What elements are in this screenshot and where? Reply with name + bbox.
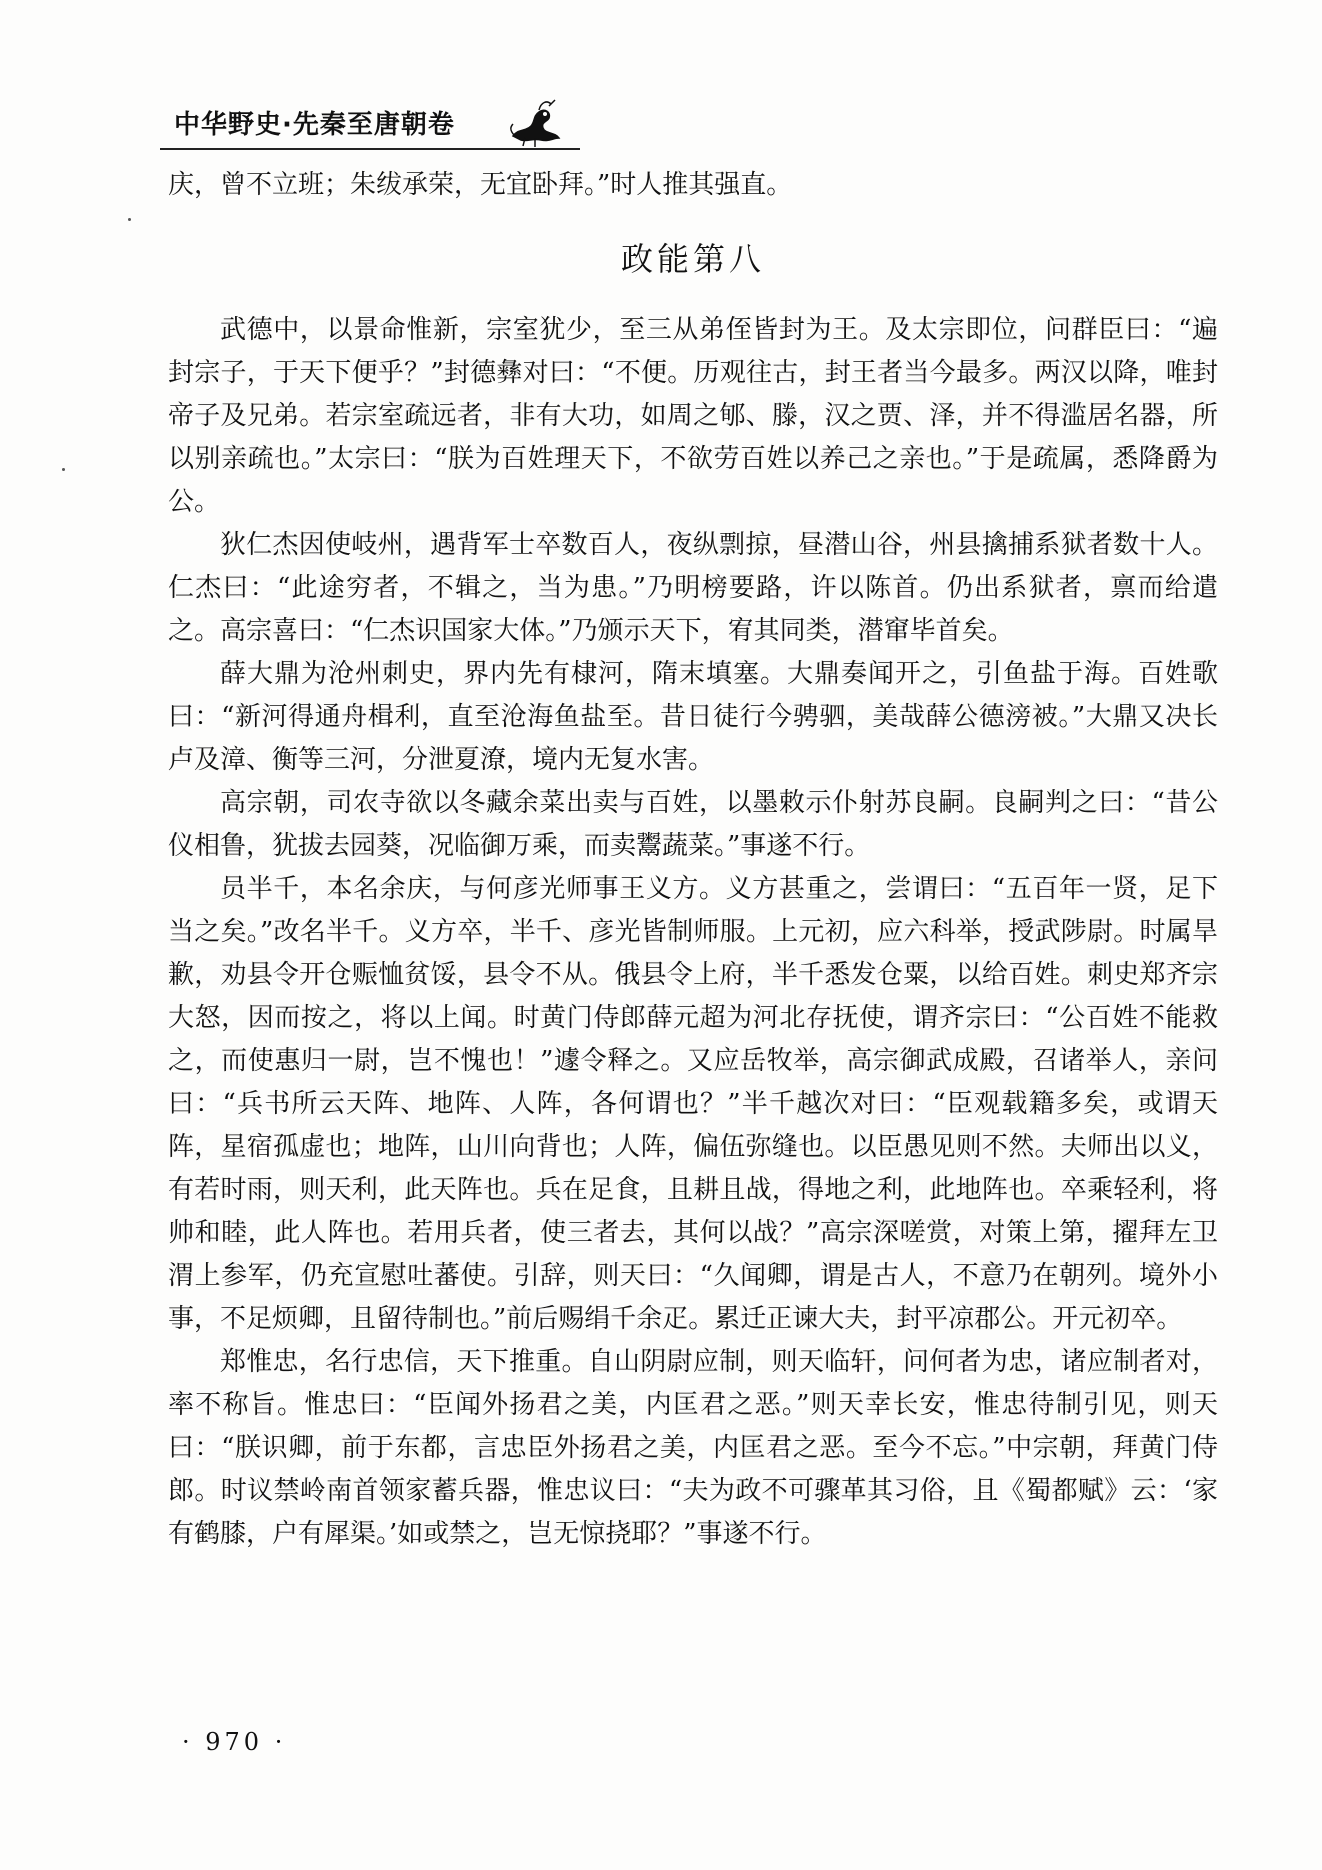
- section-title: 政能第八: [620, 240, 765, 278]
- dragon-emblem-icon: [505, 92, 565, 152]
- scan-speck: [128, 218, 131, 221]
- running-header: [160, 92, 580, 152]
- paragraph: 薛大鼎为沧州刺史，界内先有棣河，隋末填塞。大鼎奏闻开之，引鱼盐于海。百姓歌曰：“新河得通舟楫利，直至沧海鱼盐至。昔日徒行今骋驷，美哉薛公德滂被。”大鼎又决长卢及漳、衡等三河，分泄夏潦，境内无复水害。: [168, 659, 1218, 775]
- paragraph: 郑惟忠，名行忠信，天下推重。自山阴尉应制，则天临轩，问何者为忠，诸应制者对，率不称旨。惟忠曰：“臣闻外扬君之美，内匡君之恶。”则天幸长安，惟忠待制引见，则天曰：“朕识卿，前于东都，言忠臣外扬君之美，内匡君之恶。至今不忘。”中宗朝，拜黄门侍郎。时议禁岭南首领家蓄兵器，惟忠议曰：“夫为政不可骤革其习俗，且《蜀都赋》云：‘家有鹤膝，户有犀渠。’如或禁之，岂无惊挠耶？”事遂不行。: [168, 1347, 1218, 1549]
- paragraph: 狄仁杰因使岐州，遇背军士卒数百人，夜纵剽掠，昼潜山谷，州县擒捕系狱者数十人。仁杰曰：“此途穷者，不辑之，当为患。”乃明榜要路，许以陈首。仍出系狱者，禀而给遣之。高宗喜曰：“仁杰识国家大体。”乃颁示天下，宥其同类，潜窜毕首矣。: [168, 530, 1218, 646]
- header-title: 中华野史·先秦至唐朝卷: [174, 110, 455, 140]
- paragraph: 高宗朝，司农寺欲以冬藏余菜出卖与百姓，以墨敕示仆射苏良嗣。良嗣判之曰：“昔公仪相鲁，犹拔去园葵，况临御万乘，而卖鬻蔬菜。”事遂不行。: [168, 788, 1218, 861]
- continuation-paragraph: 庆，曾不立班；朱绂承荣，无宜卧拜。”时人推其强直。: [168, 170, 793, 200]
- paragraph: 武德中，以景命惟新，宗室犹少，至三从弟侄皆封为王。及太宗即位，问群臣曰：“遍封宗子，于天下便乎？”封德彝对曰：“不便。历观往古，封王者当今最多。两汉以降，唯封帝子及兄弟。若宗室疏远者，非有大功，如周之郇、滕，汉之贾、泽，并不得滥居名器，所以别亲疏也。”太宗曰：“朕为百姓理天下，不欲劳百姓以养己之亲也。”于是疏属，悉降爵为公。: [168, 315, 1218, 517]
- page-number: · 970 ·: [182, 1728, 287, 1756]
- main-text: [168, 164, 1218, 1556]
- scan-speck: [62, 468, 65, 471]
- header-rule: [160, 148, 580, 150]
- paragraph: 员半千，本名余庆，与何彦光师事王义方。义方甚重之，尝谓曰：“五百年一贤，足下当之矣。”改名半千。义方卒，半千、彦光皆制师服。上元初，应六科举，授武陟尉。时属旱歉，劝县令开仓赈恤贫馁，县令不从。俄县令上府，半千悉发仓粟，以给百姓。刺史郑齐宗大怒，因而按之，将以上闻。时黄门侍郎薛元超为河北存抚使，谓齐宗曰：“公百姓不能救之，而使惠归一尉，岂不愧也！”遽令释之。又应岳牧举，高宗御武成殿，召诸举人，亲问曰：“兵书所云天阵、地阵、人阵，各何谓也？”半千越次对曰：“臣观载籍多矣，或谓天阵，星宿孤虚也；地阵，山川向背也；人阵，偏伍弥缝也。以臣愚见则不然。夫师出以义，有若时雨，则天利，此天阵也。兵在足食，且耕且战，得地之利，此地阵也。卒乘轻利，将帅和睦，此人阵也。若用兵者，使三者去，其何以战？”高宗深嗟赏，对策上第，擢拜左卫渭上参军，仍充宣慰吐蕃使。引辞，则天曰：“久闻卿，谓是古人，不意乃在朝列。境外小事，不足烦卿，且留待制也。”前后赐绢千余疋。累迁正谏大夫，封平凉郡公。开元初卒。: [168, 874, 1218, 1334]
